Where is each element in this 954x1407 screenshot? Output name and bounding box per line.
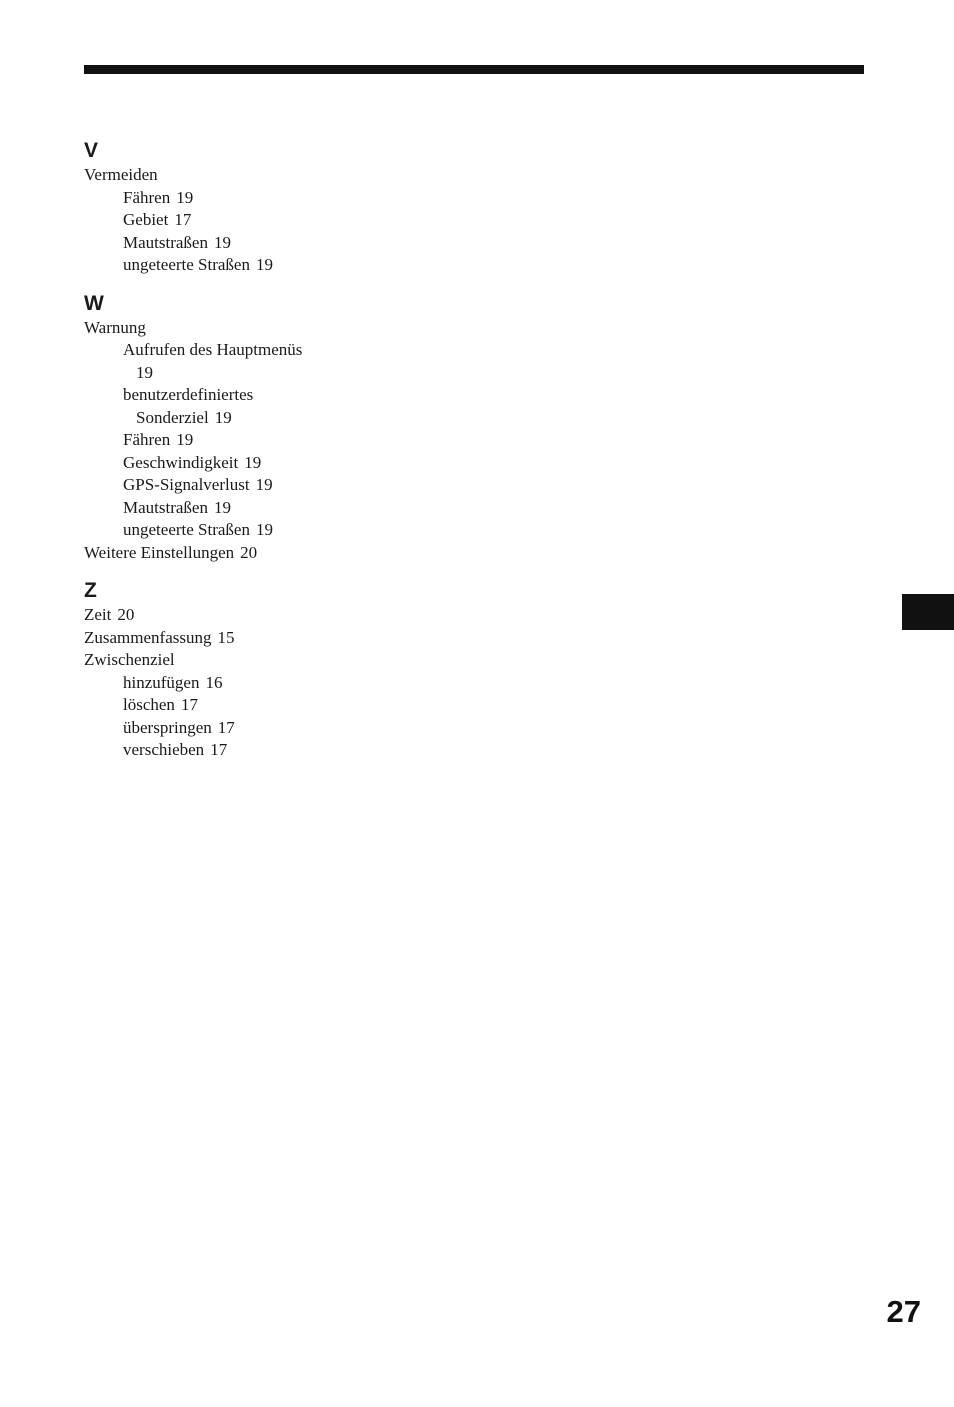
entry-term: ungeteerte Straßen: [123, 520, 250, 539]
index-subentry: [84, 739, 444, 762]
entry-term: Zusammenfassung: [84, 627, 212, 647]
index-subentry: [84, 254, 444, 277]
entry-page-ref[interactable]: 19: [255, 475, 273, 494]
index-subentry: [84, 187, 444, 210]
index-subentry: [84, 384, 444, 407]
entry-term: Vermeiden: [84, 165, 158, 184]
entry-term: löschen: [123, 695, 175, 714]
entry-page-ref[interactable]: 19: [136, 362, 153, 382]
index-continuation: [84, 407, 444, 430]
index-subentry: [84, 672, 444, 695]
entry-page-ref[interactable]: 17: [210, 740, 228, 759]
index-section-v: [84, 138, 444, 277]
index-entry: [84, 164, 444, 187]
entry-term: Warnung: [84, 317, 146, 337]
entry-term: Sonderziel: [136, 407, 209, 427]
entry-term: überspringen: [123, 717, 212, 737]
entry-page-ref[interactable]: 19: [176, 430, 194, 449]
index-entry: [84, 649, 444, 672]
index-entry: [84, 604, 444, 627]
entry-page-ref[interactable]: 16: [205, 672, 223, 692]
index-section-w: [84, 291, 444, 565]
entry-term: Aufrufen des Hauptmenüs: [123, 340, 303, 359]
entry-term: Mautstraßen: [123, 232, 208, 252]
section-letter: W: [84, 291, 104, 315]
index-subentry: [84, 429, 444, 452]
entry-page-ref[interactable]: 17: [174, 210, 192, 229]
entry-page-ref[interactable]: 20: [117, 605, 135, 624]
entry-page-ref[interactable]: 19: [214, 407, 232, 427]
entry-term: Zeit: [84, 605, 112, 624]
index-subentry: [84, 497, 444, 520]
index-subentry: [84, 474, 444, 497]
entry-term: Mautstraßen: [123, 497, 208, 517]
index-entry: [84, 317, 444, 340]
entry-page-ref[interactable]: 19: [255, 520, 273, 539]
entry-page-ref[interactable]: 19: [176, 187, 194, 207]
index-list: [84, 138, 444, 776]
entry-term: GPS-Signalverlust: [123, 475, 250, 494]
entry-page-ref[interactable]: 19: [213, 232, 231, 252]
page-number: 27: [886, 1294, 921, 1329]
section-letter: V: [84, 139, 99, 162]
index-subentry: [84, 694, 444, 717]
index-subentry: [84, 519, 444, 542]
entry-term: hinzufügen: [123, 672, 200, 692]
entry-term: ungeteerte Straßen: [123, 255, 250, 274]
entry-term: verschieben: [123, 740, 205, 759]
header-rule: [84, 65, 864, 74]
entry-page-ref[interactable]: 20: [240, 542, 258, 562]
entry-term: Gebiet: [123, 210, 169, 229]
section-thumb-tab: [902, 594, 954, 630]
index-entry: [84, 627, 444, 650]
index-subentry: [84, 452, 444, 475]
index-continuation: [84, 362, 444, 385]
entry-page-ref[interactable]: 17: [217, 717, 235, 737]
index-subentry: [84, 232, 444, 255]
entry-page-ref[interactable]: 15: [217, 627, 235, 647]
entry-term: Fähren: [123, 430, 171, 449]
index-section-z: [84, 578, 444, 762]
entry-term: Weitere Einstellungen: [84, 542, 235, 562]
entry-term: benutzerdefiniertes: [123, 385, 254, 404]
index-entry: [84, 542, 444, 565]
entry-term: Fähren: [123, 187, 171, 207]
entry-page-ref[interactable]: 19: [255, 255, 273, 274]
entry-page-ref[interactable]: 19: [244, 452, 262, 472]
index-subentry: [84, 339, 444, 362]
entry-term: Geschwindigkeit: [123, 452, 239, 472]
entry-term: Zwischenziel: [84, 650, 175, 669]
entry-page-ref[interactable]: 19: [213, 497, 231, 517]
section-letter: Z: [84, 579, 97, 602]
entry-page-ref[interactable]: 17: [180, 695, 198, 714]
index-subentry: [84, 209, 444, 232]
index-subentry: [84, 717, 444, 740]
